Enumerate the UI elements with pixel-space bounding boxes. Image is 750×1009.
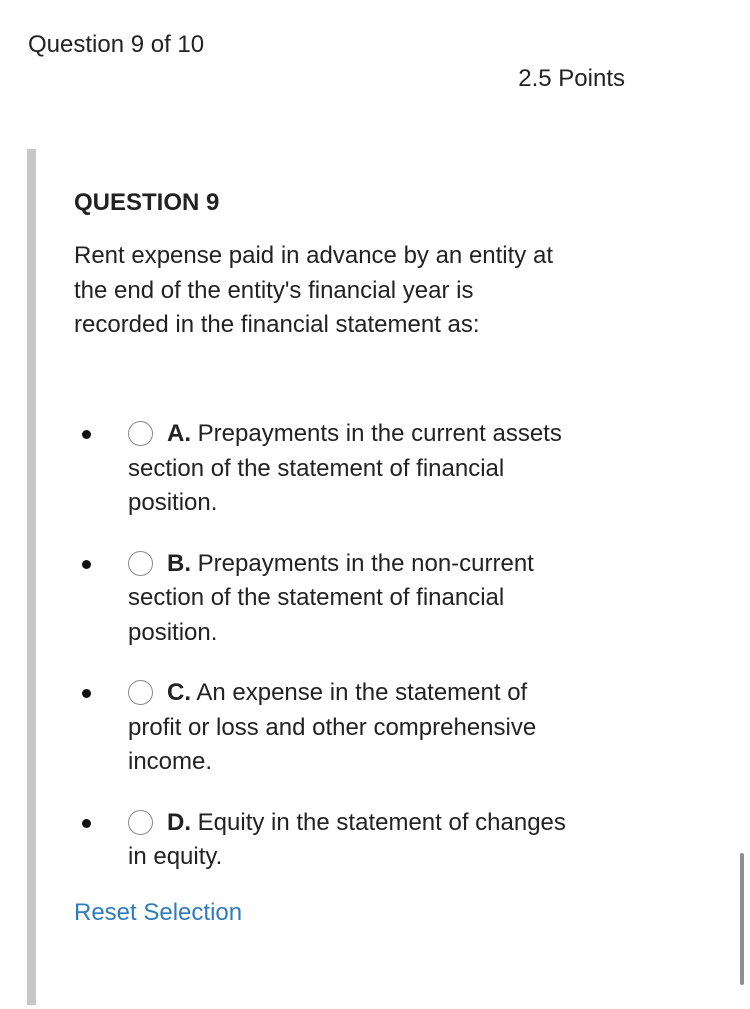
bullet-icon xyxy=(82,689,91,698)
option-b-text: Prepayments in the non-current section of the statement of financial position. xyxy=(128,549,534,646)
option-b[interactable] xyxy=(36,547,568,651)
bullet-icon xyxy=(82,560,91,569)
radio-button-b[interactable] xyxy=(128,551,153,576)
question-counter: Question 9 of 10 xyxy=(28,31,205,58)
option-c-letter: C. xyxy=(167,679,191,706)
radio-button-a[interactable] xyxy=(128,421,153,446)
option-a-letter: A. xyxy=(167,420,191,447)
option-a-text: Prepayments in the current assets section of the statement of financial position. xyxy=(128,420,562,516)
bullet-icon xyxy=(82,819,91,828)
option-d-letter: D. xyxy=(167,808,191,836)
answer-options xyxy=(36,417,596,901)
scrollbar-thumb[interactable] xyxy=(740,853,744,985)
question-text: Rent expense paid in advance by an entity at the end of the entity's financial year is recorded in the financial statement as: xyxy=(74,242,553,338)
option-c[interactable] xyxy=(36,676,568,780)
option-c-text: An expense in the statement of profit or loss and other comprehensive income. xyxy=(128,679,537,775)
reset-selection-link[interactable]: Reset Selection xyxy=(74,899,243,926)
radio-button-d[interactable] xyxy=(128,810,153,835)
question-heading: QUESTION 9 xyxy=(74,189,220,216)
radio-button-c[interactable] xyxy=(128,680,153,705)
option-d[interactable] xyxy=(36,806,568,875)
bullet-icon xyxy=(82,430,91,439)
question-points: 2.5 Points xyxy=(518,65,625,92)
option-d-text: Equity in the statement of changes in equity. xyxy=(128,808,566,870)
option-b-letter: B. xyxy=(167,549,191,577)
option-a[interactable] xyxy=(36,417,568,521)
question-panel xyxy=(27,149,656,1005)
